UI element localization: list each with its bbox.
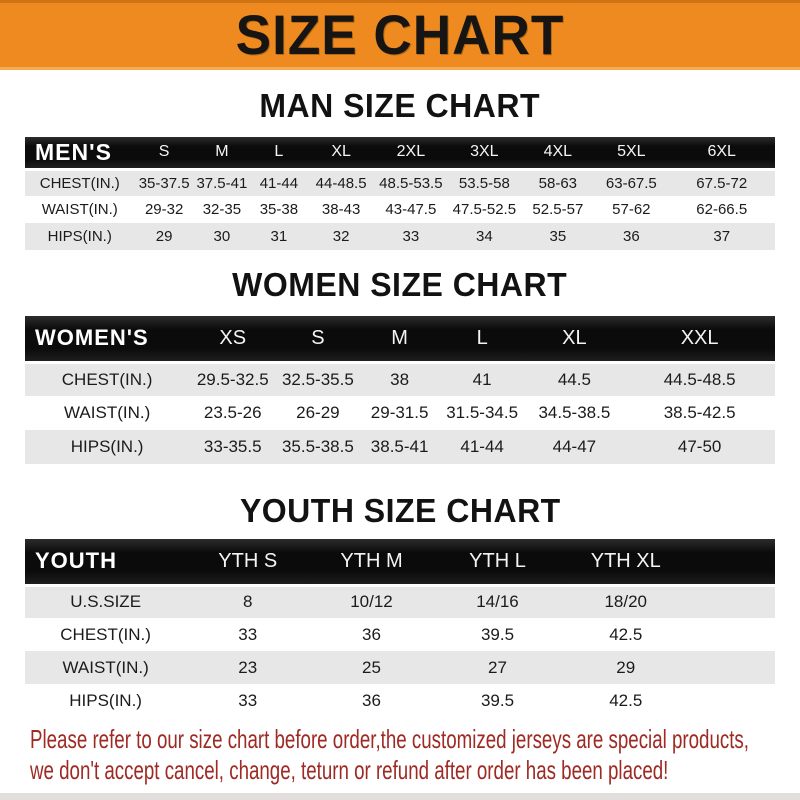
table-row xyxy=(25,585,775,618)
data-cell: 36 xyxy=(362,624,381,644)
man-section-title xyxy=(0,89,800,122)
data-cell: 39.5 xyxy=(480,690,515,710)
cell-filler xyxy=(690,684,775,717)
column-header: 5XL xyxy=(594,137,668,169)
cell-filler xyxy=(690,585,775,618)
data-cell: 30 xyxy=(213,228,231,245)
table-row xyxy=(25,362,775,396)
row-label: WAIST(IN.) xyxy=(64,403,151,422)
data-cell: 34.5-38.5 xyxy=(538,403,611,422)
data-cell: 35.5-38.5 xyxy=(281,437,354,456)
data-cell: 34 xyxy=(476,228,493,245)
table-group-label: WOMEN'S xyxy=(25,316,189,362)
cell-filler xyxy=(690,618,775,651)
table-row xyxy=(25,618,775,651)
data-cell: 23 xyxy=(238,657,258,677)
header-filler xyxy=(690,539,775,585)
column-header: 6XL xyxy=(668,137,775,169)
row-label: HIPS(IN.) xyxy=(70,437,144,456)
row-label: CHEST(IN.) xyxy=(39,174,120,192)
data-cell: 29 xyxy=(155,228,173,245)
column-header: M xyxy=(360,316,440,362)
data-cell: 53.5-58 xyxy=(458,174,510,192)
data-cell: 42.5 xyxy=(609,624,643,644)
column-header: XL xyxy=(525,316,625,362)
row-label: HIPS(IN.) xyxy=(47,228,112,245)
data-cell: 44.5-48.5 xyxy=(663,369,736,389)
youth-section-title-text: YOUTH SIZE CHART xyxy=(239,492,561,529)
column-header: YTH S xyxy=(186,539,309,585)
disclaimer-line-2: we don't accept cancel, change, teturn or refund after order has been placed! xyxy=(30,754,669,785)
data-cell: 62-66.5 xyxy=(696,201,748,218)
data-cell: 31 xyxy=(270,228,288,245)
column-header: L xyxy=(250,137,308,169)
table-row xyxy=(25,684,775,717)
data-cell: 35-38 xyxy=(259,201,299,218)
data-cell: 67.5-72 xyxy=(696,174,748,192)
row-label: CHEST(IN.) xyxy=(61,369,153,389)
women-section-title-text: WOMEN SIZE CHART xyxy=(232,266,568,303)
column-header: 3XL xyxy=(447,137,521,169)
data-cell: 27 xyxy=(488,657,507,677)
row-label: WAIST(IN.) xyxy=(62,657,149,677)
data-cell: 47-50 xyxy=(677,437,722,456)
column-header: XS xyxy=(189,316,276,362)
data-cell: 38-43 xyxy=(321,201,361,218)
table-row xyxy=(25,196,775,223)
column-header: YTH XL xyxy=(561,539,690,585)
section-man-size-chart xyxy=(0,89,800,250)
disclaimer xyxy=(30,724,800,785)
data-cell: 38.5-42.5 xyxy=(663,403,736,422)
row-label: HIPS(IN.) xyxy=(69,690,142,710)
row-label: CHEST(IN.) xyxy=(60,624,151,644)
section-youth-size-chart xyxy=(0,494,800,717)
data-cell: 8 xyxy=(243,592,253,612)
data-cell: 48.5-53.5 xyxy=(379,174,443,192)
column-header: 2XL xyxy=(374,137,447,169)
data-cell: 33 xyxy=(238,690,258,710)
header-row xyxy=(25,539,775,585)
table-row xyxy=(25,396,775,430)
column-header: L xyxy=(440,316,525,362)
data-cell: 57-62 xyxy=(612,201,651,218)
data-cell: 32-35 xyxy=(202,201,242,218)
table-row xyxy=(25,430,775,464)
data-cell: 32 xyxy=(332,228,350,245)
women-section-title xyxy=(0,268,800,301)
data-cell: 32.5-35.5 xyxy=(281,369,354,389)
data-cell: 39.5 xyxy=(480,624,515,644)
data-cell: 29-32 xyxy=(144,201,184,218)
women-size-table xyxy=(25,316,775,464)
data-cell: 36 xyxy=(622,228,640,245)
table-group-label: YOUTH xyxy=(25,539,186,585)
man-section-title-text: MAN SIZE CHART xyxy=(259,87,541,124)
data-cell: 31.5-34.5 xyxy=(446,403,519,422)
data-cell: 35 xyxy=(549,228,567,245)
banner xyxy=(0,0,800,70)
data-cell: 10/12 xyxy=(350,592,393,612)
data-cell: 38.5-41 xyxy=(370,437,429,456)
data-cell: 41-44 xyxy=(259,174,299,192)
column-header: S xyxy=(135,137,194,169)
header-row xyxy=(25,137,775,169)
column-header: YTH L xyxy=(434,539,562,585)
youth-size-table xyxy=(25,539,775,717)
table-row xyxy=(25,223,775,250)
column-header: YTH M xyxy=(309,539,434,585)
bottom-edge-strip xyxy=(0,793,800,800)
column-header: XXL xyxy=(624,316,775,362)
data-cell: 37 xyxy=(713,228,731,245)
data-cell: 42.5 xyxy=(609,690,643,710)
data-cell: 43-47.5 xyxy=(385,201,437,218)
data-cell: 33-35.5 xyxy=(203,437,262,456)
cell-filler xyxy=(690,651,775,684)
data-cell: 63-67.5 xyxy=(605,174,657,192)
table-group-label: MEN'S xyxy=(25,137,135,169)
data-cell: 25 xyxy=(362,657,381,677)
data-cell: 44-47 xyxy=(552,437,597,456)
column-header: M xyxy=(194,137,250,169)
row-label: U.S.SIZE xyxy=(70,592,142,612)
column-header: S xyxy=(276,316,359,362)
data-cell: 41-44 xyxy=(460,437,504,456)
data-cell: 33 xyxy=(238,624,258,644)
header-row xyxy=(25,316,775,362)
disclaimer-line-1: Please refer to our size chart before order,the customized jerseys are special products, xyxy=(30,724,749,754)
data-cell: 47.5-52.5 xyxy=(452,201,517,218)
data-cell: 36 xyxy=(362,690,381,710)
data-cell: 26-29 xyxy=(296,403,340,422)
column-header: XL xyxy=(308,137,375,169)
data-cell: 38 xyxy=(390,369,410,389)
data-cell: 29.5-32.5 xyxy=(196,369,269,389)
data-cell: 37.5-41 xyxy=(196,174,248,192)
data-cell: 58-63 xyxy=(538,174,578,192)
data-cell: 35-37.5 xyxy=(138,174,190,192)
table-row xyxy=(25,169,775,196)
column-header: 4XL xyxy=(521,137,594,169)
data-cell: 33 xyxy=(402,228,420,245)
data-cell: 52.5-57 xyxy=(532,201,584,218)
youth-section-title xyxy=(0,494,800,527)
data-cell: 29 xyxy=(616,657,636,677)
data-cell: 41 xyxy=(472,369,492,389)
row-label: WAIST(IN.) xyxy=(41,201,118,218)
data-cell: 23.5-26 xyxy=(203,403,262,422)
banner-title: SIZE CHART xyxy=(235,3,565,66)
table-row xyxy=(25,651,775,684)
data-cell: 18/20 xyxy=(604,592,648,612)
men-size-table xyxy=(25,137,775,250)
data-cell: 29-31.5 xyxy=(370,403,429,422)
section-women-size-chart xyxy=(0,268,800,464)
data-cell: 44.5 xyxy=(557,369,591,389)
data-cell: 44-48.5 xyxy=(315,174,367,192)
data-cell: 14/16 xyxy=(476,592,519,612)
